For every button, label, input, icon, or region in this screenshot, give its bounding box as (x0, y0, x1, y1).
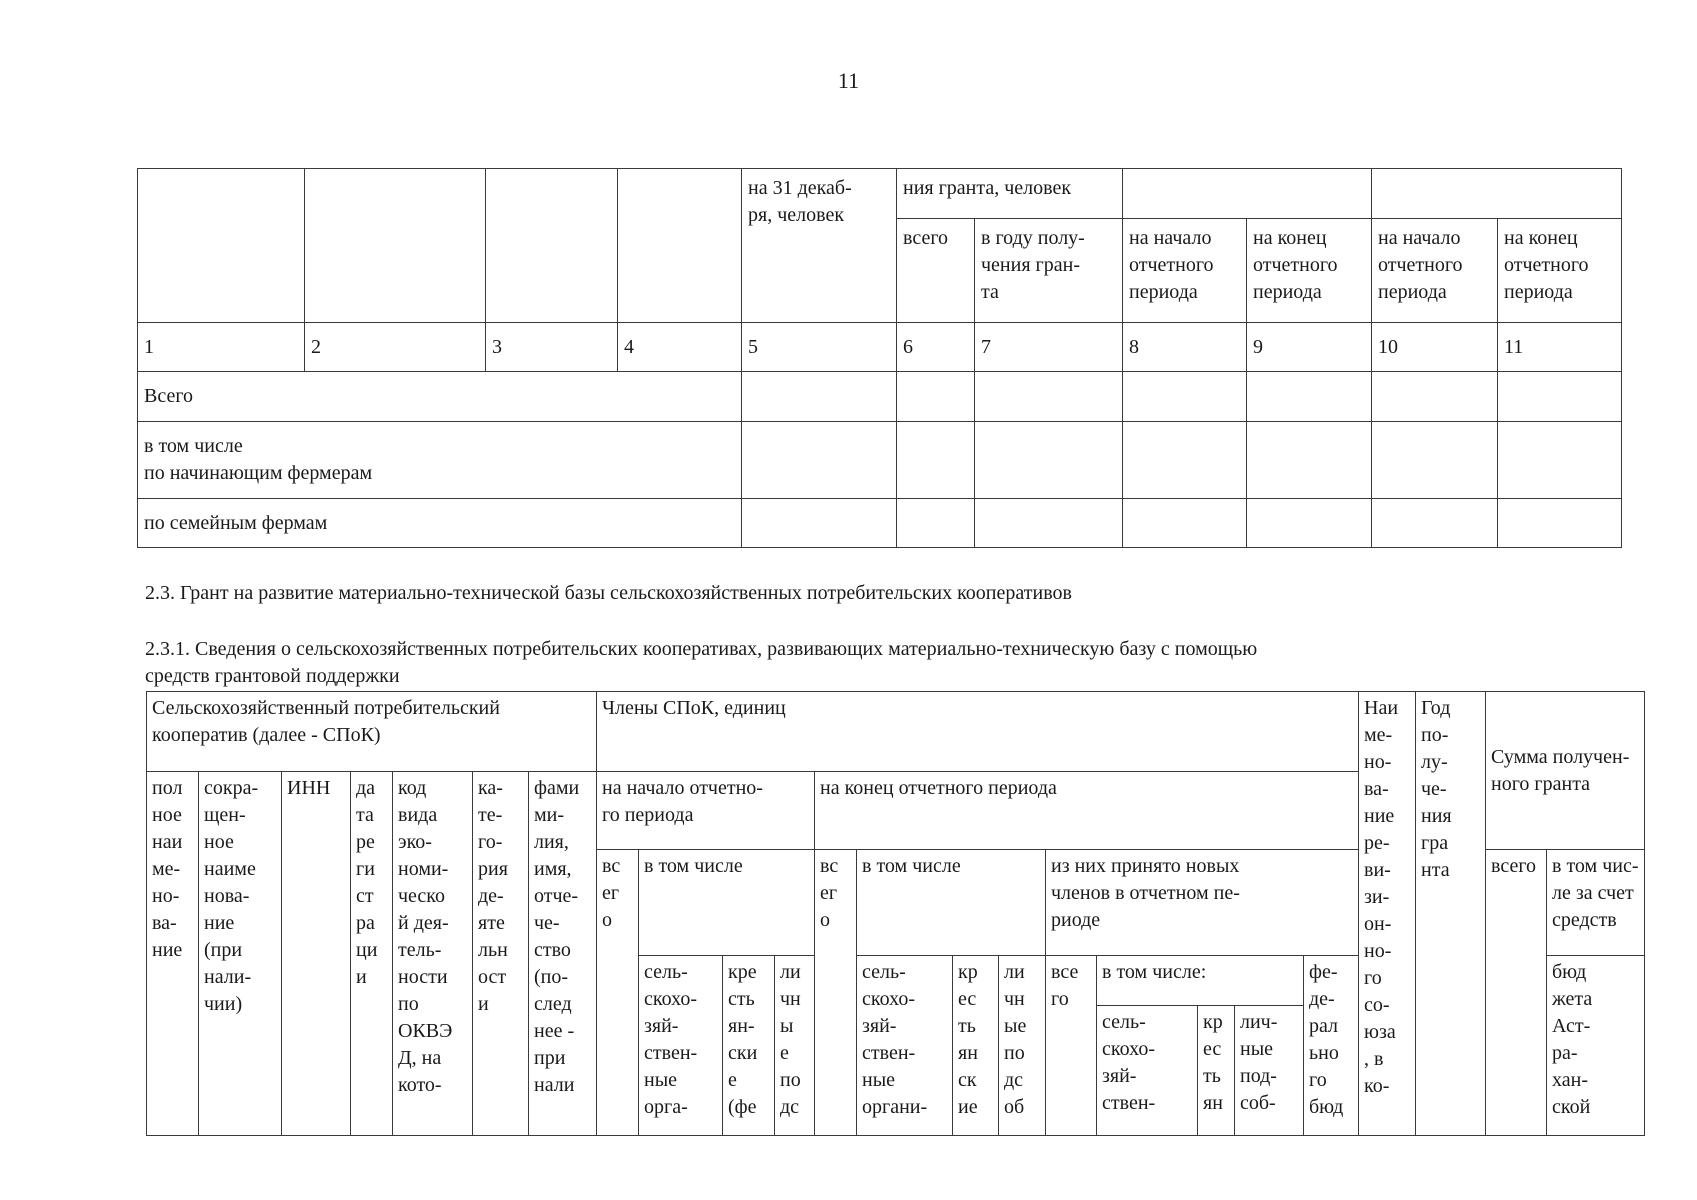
header-end-including: в том числе (857, 850, 1046, 956)
header-grant-regional: бюд жета Аст- ра- хан- ской (1547, 956, 1645, 1136)
row-label-family-farms: по семейным фермам (138, 499, 742, 548)
column-number: 3 (486, 323, 618, 372)
table-cell (975, 499, 1123, 548)
table-cell (1372, 372, 1498, 422)
column-number: 11 (1498, 323, 1622, 372)
header-end-agro-orgs: сель- скохо- зяй- ствен- ные органи- (857, 956, 953, 1136)
header-grant-total: всего (1486, 850, 1547, 1136)
header-cell-10: на начало отчетного периода (1372, 219, 1498, 323)
section-heading-2-3: 2.3. Грант на развитие материально-технической базы сельскохозяйственных потребительских кооперативов (145, 582, 1072, 604)
table-cell (1498, 422, 1622, 499)
header-cell-11: на конец отчетного периода (1498, 219, 1622, 323)
header-full-name: пол ное наи ме- но- ва- ние (147, 772, 199, 1136)
header-new-agro-orgs: сель- скохо- зяй- ствен- (1097, 1006, 1198, 1136)
header-new-including: в том числе: (1097, 956, 1304, 1006)
section-heading-2-3-1: 2.3.1. Сведения о сельскохозяйственных потребительских кооперативах, развивающих материально-техническую базу с помощью средств грантовой поддержки (145, 638, 1258, 687)
table-cell (975, 422, 1123, 499)
header-members-start: на начало отчетно- го периода (597, 772, 815, 850)
header-revision-union: Наи ме- но- ва- ние ре- ви- зи- он- но- го со- юза , в ко- (1359, 692, 1416, 1136)
header-okved: код вида эко- номи- ческо й дея- тель- ности по ОКВЭ Д, на кото- (393, 772, 473, 1136)
column-number: 2 (305, 323, 486, 372)
header-cell-8-9 (1123, 169, 1372, 219)
header-start-total: вс ег о (597, 850, 639, 1136)
header-cell-8: на начало отчетного периода (1123, 219, 1247, 323)
table-cell (1498, 499, 1622, 548)
header-start-including: в том числе (639, 850, 815, 956)
header-end-personal-plots: ли чн ые по дс об (999, 956, 1046, 1136)
table-cell (897, 422, 975, 499)
group-header-grant-sum: Сумма получен- ного гранта (1486, 692, 1645, 850)
header-start-peasant-farms: кре сть ян- ски е (фе (723, 956, 775, 1136)
table-cell (897, 372, 975, 422)
table-cell (1372, 499, 1498, 548)
header-start-personal-plots: ли чн ы е по дс (775, 956, 815, 1136)
header-new-personal-plots: лич- ные под- соб- (1235, 1006, 1304, 1136)
header-new-members: из них принято новых членов в отчетном пе- риоде (1046, 850, 1359, 956)
column-number: 9 (1247, 323, 1372, 372)
table-cell (897, 499, 975, 548)
table-cell (1498, 372, 1622, 422)
table-cell (1123, 372, 1247, 422)
table-cell (742, 372, 897, 422)
header-cell-7: в году полу- чения гран- та (975, 219, 1123, 323)
header-cell-2 (305, 169, 486, 323)
column-number: 5 (742, 323, 897, 372)
table-cell (1123, 422, 1247, 499)
header-cell-5: на 31 декаб- ря, человек (742, 169, 897, 323)
row-label-beginning-farmers: в том числе по начинающим фермерам (138, 422, 742, 499)
header-grant-including: в том чис- ле за счет средств (1547, 850, 1645, 956)
header-inn: ИНН (282, 772, 351, 1136)
column-number: 8 (1123, 323, 1247, 372)
column-number: 4 (618, 323, 742, 372)
grant-recipients-table (137, 168, 1622, 548)
table-cell (742, 422, 897, 499)
page-number: 11 (837, 68, 860, 93)
group-header-cooperative: Сельскохозяйственный потребительский кооператив (далее - СПоК) (147, 692, 597, 772)
header-registration-date: да та ре ги ст ра ци и (351, 772, 393, 1136)
column-number: 10 (1372, 323, 1498, 372)
header-cell-4 (618, 169, 742, 323)
header-end-peasant-farms: кр ес ть ян ск ие (953, 956, 999, 1136)
header-members-end: на конец отчетного периода (815, 772, 1359, 850)
header-end-total: вс ег о (815, 850, 857, 1136)
table-cell (1247, 372, 1372, 422)
header-cell-10-11 (1372, 169, 1622, 219)
header-grant-year: Год по- лу- че- ния гра нта (1416, 692, 1486, 1136)
header-cell-1 (138, 169, 305, 323)
header-short-name: сокра- щен- ное наиме нова- ние (при нали- чии) (199, 772, 282, 1136)
column-number: 1 (138, 323, 305, 372)
header-cell-6: всего (897, 219, 975, 323)
row-label-total: Всего (138, 372, 742, 422)
header-new-total: все го (1046, 956, 1097, 1136)
header-cell-9: на конец отчетного периода (1247, 219, 1372, 323)
table-cell (1372, 422, 1498, 499)
table-cell (1123, 499, 1247, 548)
column-number: 7 (975, 323, 1123, 372)
header-grant-federal: фе- де- рал ьно го бюд (1304, 956, 1359, 1136)
header-category: ка- те- го- рия де- яте льн ост и (473, 772, 529, 1136)
table-cell (742, 499, 897, 548)
header-cell-6-7: ния гранта, человек (897, 169, 1123, 219)
header-cell-3 (486, 169, 618, 323)
header-fio: фами ми- лия, имя, отче- че- ство (по- след нее - при нали (529, 772, 597, 1136)
table-cell (975, 372, 1123, 422)
cooperatives-table (146, 691, 1645, 1136)
table-cell (1247, 422, 1372, 499)
group-header-members: Члены СПоК, единиц (597, 692, 1359, 772)
header-new-peasant-farms: кр ес ть ян (1198, 1006, 1235, 1136)
table-cell (1247, 499, 1372, 548)
column-number: 6 (897, 323, 975, 372)
header-start-agro-orgs: сель- скохо- зяй- ствен- ные орга- (639, 956, 723, 1136)
